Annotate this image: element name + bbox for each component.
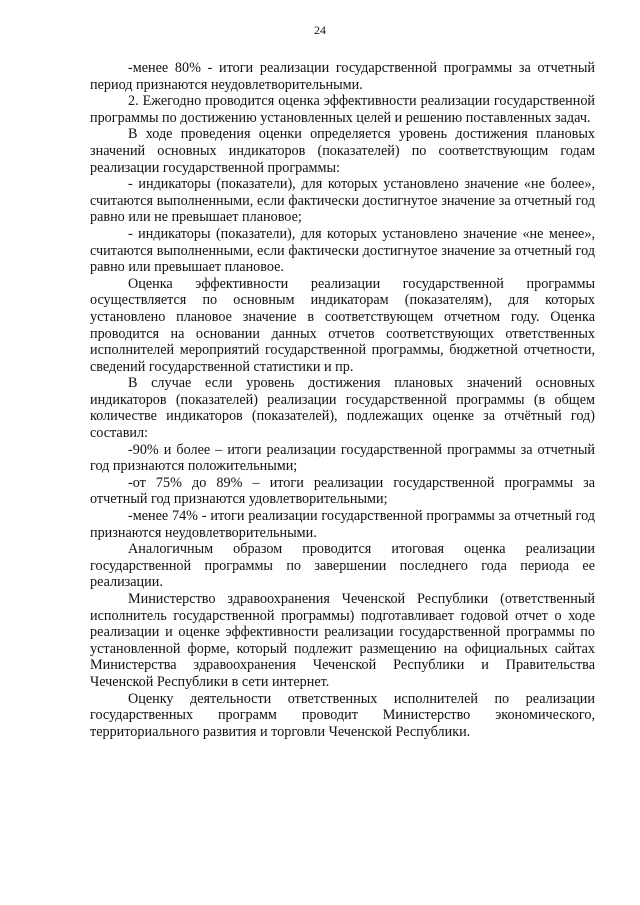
paragraph-indicators-not-less: - индикаторы (показатели), для которых установлено значение «не менее», считаются выполненными, если фактически достигнутое значение за отчетный год равно или превышает плановое. bbox=[90, 225, 595, 276]
paragraph-indicators-not-more: - индикаторы (показатели), для которых установлено значение «не более», считаются выполненными, если фактически достигнутое значение за отчетный год равно или не превышает плановое; bbox=[90, 176, 595, 226]
paragraph-rating-below-80: -менее 80% - итоги реализации государственной программы за отчетный период признаются неудовлетворительными. bbox=[90, 60, 595, 93]
paragraph-rating-75-89: -от 75% до 89% – итоги реализации государственной программы за отчетный год признаются удовлетворительными; bbox=[90, 474, 595, 508]
paragraph-annual-report: Министерство здравоохранения Чеченской Республики (ответственный исполнитель государственной программы) подготавливает годовой отчет о ходе реализации и оценке эффективности реализации государственной программы по установленной форме, который подлежит размещению на официальных сайтах Министерства здравоохранения Чеченской Республики и Правительства Чеченской Республики в сети интернет. bbox=[90, 591, 595, 690]
paragraph-ministry-evaluation: Оценку деятельности ответственных исполнителей по реализации государственных программ проводит Министерство экономического, территориального развития и торговли Чеченской Республики. bbox=[90, 690, 595, 740]
paragraph-efficiency-basis: Оценка эффективности реализации государственной программы осуществляется по основным индикаторам (показателям), для которых установлено плановое значение в соответствующем отчетном году. Оценка проводится на основании данных отчетов соответствующих ответственных исполнителей мероприятий государственной программы, бюджетной отчетности, сведений государственной статистики и пр. bbox=[90, 275, 595, 375]
paragraph-rating-90-plus: -90% и более – итоги реализации государственной программы за отчетный год признаются положительными; bbox=[90, 441, 595, 475]
paragraph-rating-below-74: -менее 74% - итоги реализации государственной программы за отчетный год признаются неудовлетворительными. bbox=[90, 508, 595, 541]
paragraph-annual-assessment: 2. Ежегодно проводится оценка эффективности реализации государственной программы по достижению установленных целей и решению поставленных задач. bbox=[90, 93, 595, 126]
paragraph-final-assessment: Аналогичным образом проводится итоговая оценка реализации государственной программы по завершении последнего года периода ее реализации. bbox=[90, 541, 595, 591]
document-body bbox=[90, 60, 595, 740]
paragraph-assessment-level: В ходе проведения оценки определяется уровень достижения плановых значений основных индикаторов (показателей) по соответствующим годам реализации государственной программы: bbox=[90, 126, 595, 176]
page-number: 24 bbox=[314, 23, 326, 37]
paragraph-achievement-level: В случае если уровень достижения плановых значений основных индикаторов (показателей) реализации государственной программы (в общем количестве индикаторов (показателей), подлежащих оценке за отчётный год) составил: bbox=[90, 375, 595, 442]
